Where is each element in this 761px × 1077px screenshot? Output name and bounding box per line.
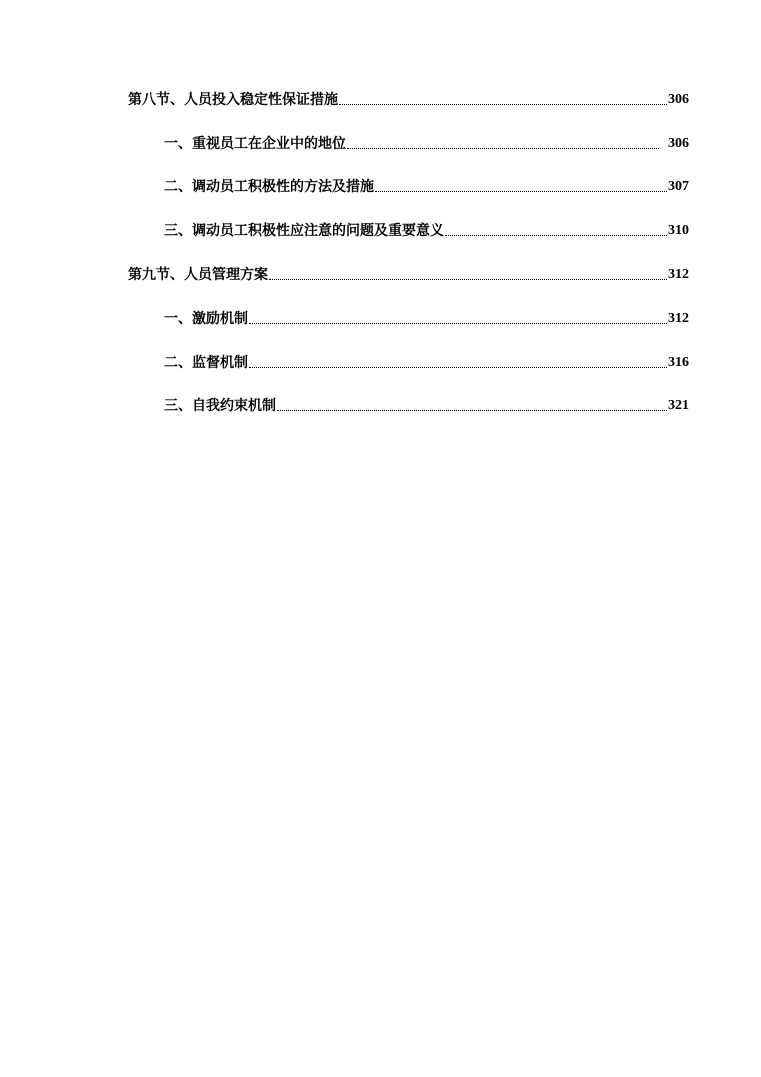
- toc-entry-title: 一、激励机制: [164, 311, 248, 327]
- toc-entry-9-3[interactable]: [164, 396, 689, 416]
- toc-entry-title: 三、自我约束机制: [164, 398, 276, 414]
- toc-entry-page: 307: [668, 179, 689, 194]
- toc-entry-8-2[interactable]: [164, 177, 689, 197]
- toc-entry-page: 306: [668, 136, 689, 151]
- toc-entry-page: 306: [668, 92, 689, 107]
- toc-entry-8-3[interactable]: [164, 221, 689, 241]
- toc-dot-leader: [249, 323, 667, 324]
- toc-dot-leader: [339, 104, 667, 105]
- toc-entry-page: 316: [668, 355, 689, 370]
- toc-dot-leader: [269, 279, 667, 280]
- toc-entry-9-2[interactable]: [164, 353, 689, 373]
- toc-entry-page: 312: [668, 267, 689, 282]
- toc-entry-title: 第九节、人员管理方案: [128, 267, 268, 283]
- toc-entry-title: 二、调动员工积极性的方法及措施: [164, 179, 374, 195]
- toc-dot-leader: [445, 235, 667, 236]
- toc-entry-title: 一、重视员工在企业中的地位: [164, 136, 346, 152]
- toc-entry-9-1[interactable]: [164, 309, 689, 329]
- toc-dot-leader: [375, 191, 667, 192]
- toc-entry-page: 310: [668, 223, 689, 238]
- toc-entry-title: 第八节、人员投入稳定性保证措施: [128, 92, 338, 108]
- toc-entry-section-9[interactable]: [128, 265, 689, 285]
- toc-entry-page: 321: [668, 398, 689, 413]
- toc-entry-page: 312: [668, 311, 689, 326]
- toc-dot-leader: [249, 367, 667, 368]
- toc-dot-leader: [277, 410, 667, 411]
- toc-dot-leader: [347, 148, 659, 149]
- toc-entry-title: 三、调动员工积极性应注意的问题及重要意义: [164, 223, 444, 239]
- toc-entry-title: 二、监督机制: [164, 355, 248, 371]
- toc-entry-section-8[interactable]: [128, 90, 689, 110]
- toc-entry-8-1[interactable]: [164, 134, 689, 154]
